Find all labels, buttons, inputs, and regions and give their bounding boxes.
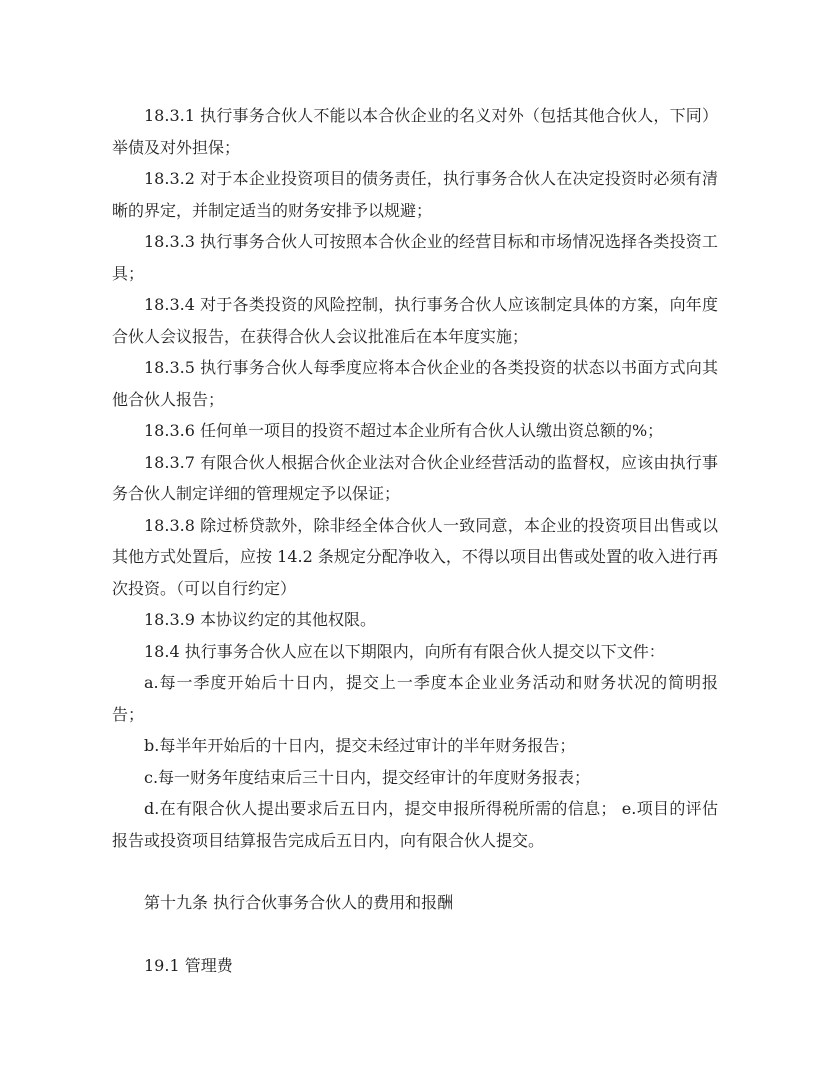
spacer xyxy=(112,919,718,950)
section-19-1-heading: 19.1 管理费 xyxy=(144,955,233,975)
clause-18-3-2: 18.3.2 对于本企业投资项目的债务责任，执行事务合伙人在决定投资时必须有清晰的界定，并制定适当的财务安排予以规避； xyxy=(112,169,718,220)
document-body xyxy=(112,100,718,981)
article-19-heading: 第十九条 执行合伙事务合伙人的费用和报酬 xyxy=(144,893,454,912)
clause-18-3-1: 18.3.1 执行事务合伙人不能以本合伙企业的名义对外（包括其他合伙人，下同）举债及对外担保； xyxy=(112,106,718,157)
list-item-d-e: d.在有限合伙人提出要求后五日内，提交申报所得税所需的信息； e.项目的评估报告或投资项目结算报告完成后五日内，向有限合伙人提交。 xyxy=(112,799,718,850)
list-item-b: b.每半年开始后的十日内，提交未经过审计的半年财务报告； xyxy=(144,736,576,755)
clause-18-3-4: 18.3.4 对于各类投资的风险控制，执行事务合伙人应该制定具体的方案，向年度合伙人会议报告，在获得合伙人会议批准后在本年度实施； xyxy=(112,295,718,346)
clause-18-4: 18.4 执行事务合伙人应在以下期限内，向所有有限合伙人提交以下文件： xyxy=(144,641,665,661)
clause-18-3-7: 18.3.7 有限合伙人根据合伙企业法对合伙企业经营活动的监督权，应该由执行事务合伙人制定详细的管理规定予以保证； xyxy=(112,452,718,503)
clause-18-3-3: 18.3.3 执行事务合伙人可按照本合伙企业的经营目标和市场情况选择各类投资工具； xyxy=(112,232,718,283)
clause-18-3-5: 18.3.5 执行事务合伙人每季度应将本合伙企业的各类投资的状态以书面方式向其他合伙人报告； xyxy=(112,358,718,409)
clause-18-3-8: 18.3.8 除过桥贷款外，除非经全体合伙人一致同意，本企业的投资项目出售或以其他方式处置后，应按 14.2 条规定分配净收入，不得以项目出售或处置的收入进行再次投资。（可以自行约定） xyxy=(112,515,718,598)
list-item-a: a.每一季度开始后十日内，提交上一季度本企业业务活动和财务状况的简明报告； xyxy=(112,673,718,724)
list-item-c: c.每一财务年度结束后三十日内，提交经审计的年度财务报表； xyxy=(144,767,591,787)
clause-18-3-6: 18.3.6 任何单一项目的投资不超过本企业所有合伙人认缴出资总额的%； xyxy=(144,421,664,440)
spacer xyxy=(112,856,718,887)
clause-18-3-9: 18.3.9 本协议约定的其他权限。 xyxy=(144,610,376,629)
